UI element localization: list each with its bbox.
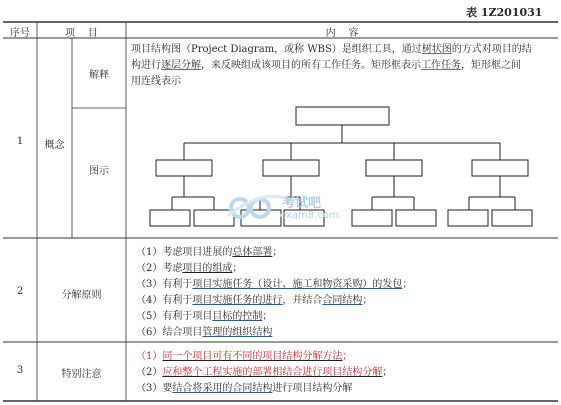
table-tag: 表 1Z201031 (466, 6, 543, 19)
row1-concept-label: 概念 (44, 140, 65, 151)
tree-leaf-box (492, 210, 532, 226)
watermark-main: 考试吧 (282, 196, 322, 211)
watermark-sub: exam8.com (280, 210, 339, 221)
row3-list (136, 349, 556, 397)
row1-explain-label: 解释 (89, 70, 109, 81)
tree-level2-box (156, 160, 212, 176)
row2-item: （1）考虑项目进展的总体部署； (136, 247, 283, 258)
row2-list (136, 245, 556, 341)
row2-item: （2）考虑项目的组成； (136, 263, 243, 274)
tree-leaf-box (150, 210, 190, 226)
explain-l1-b: 树状图 (421, 44, 452, 55)
explain-l2-d: 工作任务 (421, 60, 461, 71)
row3-seq: 3 (16, 365, 24, 376)
row2-item: （3）有利于项目实施任务（设计、施工和物资采购）的发包； (136, 279, 413, 290)
header-content: 内 容 (325, 28, 359, 39)
tree-level2-box (366, 160, 422, 176)
tree-level2-box (263, 160, 319, 176)
tree-leaf-box (448, 210, 488, 226)
row1-seq: 1 (16, 136, 24, 147)
row2-item: （6）结合项目管理的组织结构 (136, 327, 273, 338)
row2-item: （5）有利于项目目标的控制； (136, 311, 273, 322)
wbs-tree-diagram (126, 100, 558, 238)
tree-root-box (296, 107, 389, 125)
row1-explain-text (131, 42, 556, 90)
header-seq: 序号 (10, 28, 30, 39)
row2-item: （4）有利于项目实施任务的进行，并结合合同结构； (136, 295, 373, 306)
row3-item: （3）要结合将采用的合同结构进行项目结构分解 (136, 383, 353, 394)
row2-label: 分解原则 (61, 290, 102, 301)
header-item: 项 目 (65, 28, 98, 39)
row2-seq: 2 (16, 286, 24, 297)
row3-label: 特别注意 (61, 369, 102, 380)
explain-l2-b: 逐层分解 (161, 60, 201, 71)
explain-l3: 用连线表示 (131, 76, 181, 87)
tree-leaf-box (396, 210, 436, 226)
explain-l2-c: ，来反映组成该项目的所有工作任务。矩形框表示 (201, 60, 421, 71)
explain-l1-a: 项目结构图（Project Diagram，或称 WBS）是组织工具，通过 (131, 44, 422, 55)
tree-leaf-box (352, 210, 392, 226)
explain-l1-c: 的方式对项目的结 (451, 44, 532, 55)
row3-item: （1）同一个项目可有不同的项目结构分解方法； (136, 351, 353, 362)
explain-l2-e: ，矩形框之间 (461, 60, 521, 71)
row1-diagram-label: 图示 (89, 166, 109, 177)
watermark-logo (222, 184, 342, 228)
row3-item: （2）应和整个工程实施的部署相结合进行项目结构分解； (136, 367, 393, 378)
explain-l2-a: 构进行 (131, 60, 161, 71)
tree-level2-box (472, 160, 528, 176)
